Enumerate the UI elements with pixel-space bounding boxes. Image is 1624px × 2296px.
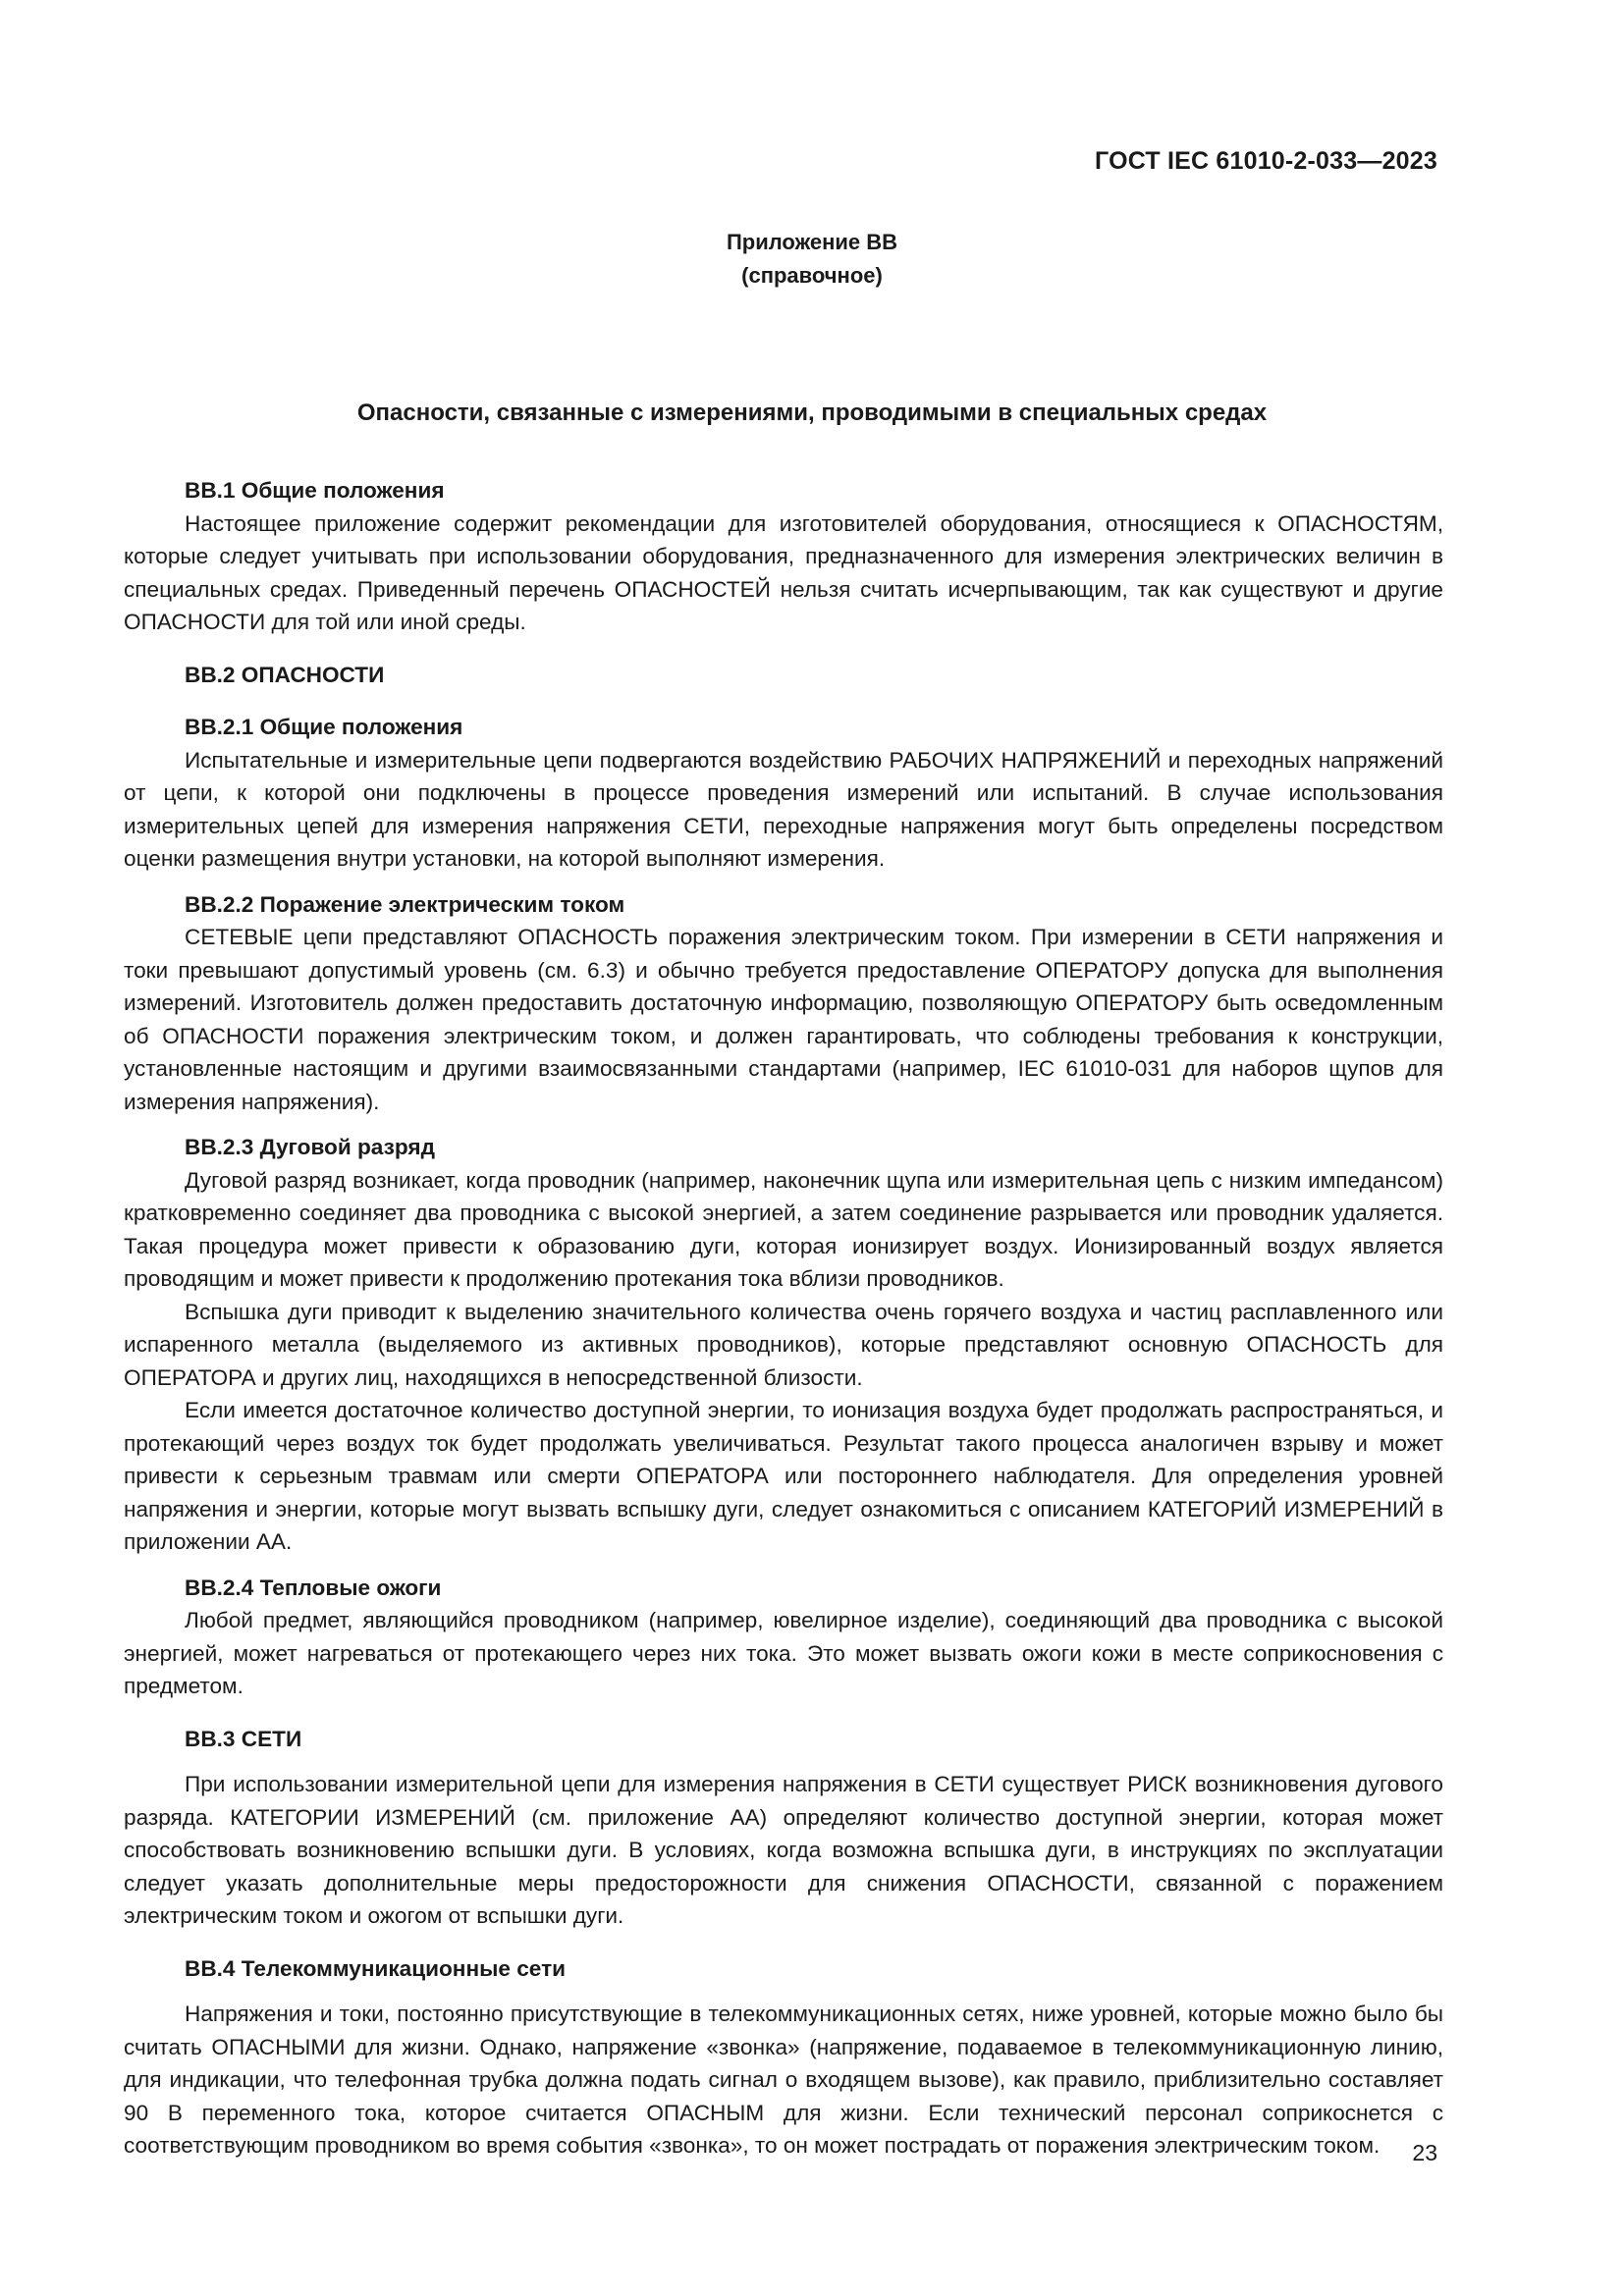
- paragraph: Испытательные и измерительные цепи подвергаются воздействию РАБОЧИХ НАПРЯЖЕНИЙ и переходных напряжений от цепи, к которой они подключены в процессе проведения измерений или испытаний. В случае использования измерительных цепей для измерения напряжения СЕТИ, переходные напряжения могут быть определены посредством оценки размещения внутри установки, на которой выполняют измерения.: [124, 747, 1443, 871]
- page-number: 23: [1412, 2140, 1437, 2165]
- section-heading-bb1: ВВ.1 Общие положения: [185, 478, 445, 503]
- paragraph: Любой предмет, являющийся проводником (например, ювелирное изделие), соединяющий два проводника с высокой энергией, может нагреваться от протекающего через них тока. Это может вызвать ожоги кожи в месте соприкосновения с предметом.: [124, 1608, 1443, 1698]
- document-code: ГОСТ IEC 61010-2-033—2023: [1095, 147, 1437, 175]
- document-body: [124, 474, 1443, 2163]
- paragraph: Напряжения и токи, постоянно присутствующие в телекоммуникационных сетях, ниже уровней, которые можно было бы считать ОПАСНЫМИ для жизни. Однако, напряжение «звонка» (напряжение, подаваемое в телекоммуникационную линию, для индикации, что телефонная трубка должна подать сигнал о входящем вызове), как правило, приблизительно составляет 90 В переменного тока, которое считается ОПАСНЫМ для жизни. Если технический персонал соприкоснется с соответствующим проводником во время события «звонка», то он может пострадать от поражения электрическим током.: [124, 2002, 1443, 2158]
- paragraph: СЕТЕВЫЕ цепи представляют ОПАСНОСТЬ поражения электрическим током. При измерении в СЕТИ напряжения и токи превышают допустимый уровень (см. 6.3) и обычно требуется предоставление ОПЕРАТОРУ допуска для выполнения измерений. Изготовитель должен предоставить достаточную информацию, позволяющую ОПЕРАТОРУ быть осведомленным об ОПАСНОСТИ поражения электрическим током, и должен гарантировать, что соблюдены требования к конструкции, установленные настоящим и другими взаимосвязанными стандартами (например, IEC 61010-031 для наборов щупов для измерения напряжения).: [124, 925, 1443, 1114]
- page-title: Опасности, связанные с измерениями, проводимыми в специальных средах: [356, 400, 1268, 426]
- section-heading-bb2: ВВ.2 ОПАСНОСТИ: [185, 662, 385, 687]
- paragraph: Если имеется достаточное количество доступной энергии, то ионизация воздуха будет продолжать распространяться, и протекающий через воздух ток будет продолжать увеличиваться. Результат такого процесса аналогичен взрыву и может привести к серьезным травмам или смерти ОПЕРАТОРА или постороннего наблюдателя. Для определения уровней напряжения и энергии, которые могут вызвать вспышку дуги, следует ознакомиться с описанием КАТЕГОРИЙ ИЗМЕРЕНИЙ в приложении АА.: [124, 1398, 1443, 1554]
- appendix-label: Приложение ВВ: [726, 230, 898, 254]
- section-heading-bb21: ВВ.2.1 Общие положения: [185, 715, 463, 739]
- paragraph: Вспышка дуги приводит к выделению значительного количества очень горячего воздуха и частиц расплавленного или испаренного металла (выделяемого из активных проводников), которые представляют основную ОПАСНОСТЬ для ОПЕРАТОРА и других лиц, находящихся в непосредственной близости.: [124, 1299, 1443, 1390]
- section-heading-bb22: ВВ.2.2 Поражение электрическим током: [185, 891, 625, 917]
- section-heading-bb4: ВВ.4 Телекоммуникационные сети: [185, 1955, 567, 1981]
- paragraph: Дуговой разряд возникает, когда проводник (например, наконечник щупа или измерительная цепь с низким импедансом) кратковременно соединяет два проводника с высокой энергией, а затем соединение разрывается или проводник удаляется. Такая процедура может привести к образованию дуги, которая ионизирует воздух. Ионизированный воздух является проводящим и может привести к продолжению протекания тока вблизи проводников.: [124, 1167, 1443, 1291]
- paragraph: Настоящее приложение содержит рекомендации для изготовителей оборудования, относящиеся к ОПАСНОСТЯМ, которые следует учитывать при использовании оборудования, предназначенного для измерения электрических величин в специальных средах. Приведенный перечень ОПАСНОСТЕЙ нельзя считать исчерпывающим, так как существуют и другие ОПАСНОСТИ для той или иной среды.: [124, 510, 1443, 634]
- appendix-title: [0, 226, 1624, 293]
- section-heading-bb3: ВВ.3 СЕТИ: [185, 1726, 302, 1751]
- section-heading-bb24: ВВ.2.4 Тепловые ожоги: [185, 1575, 442, 1600]
- paragraph: При использовании измерительной цепи для измерения напряжения в СЕТИ существует РИСК возникновения дугового разряда. КАТЕГОРИИ ИЗМЕРЕНИЙ (см. приложение АА) определяют количество доступной энергии, которая может способствовать возникновению вспышки дуги. В условиях, когда возможна вспышка дуги, в инструкциях по эксплуатации следует указать дополнительные меры предосторожности для снижения ОПАСНОСТИ, связанной с поражением электрическим током и ожогом от вспышки дуги.: [124, 1772, 1443, 1928]
- section-heading-bb23: ВВ.2.3 Дуговой разряд: [185, 1135, 435, 1159]
- appendix-type: (справочное): [741, 263, 883, 288]
